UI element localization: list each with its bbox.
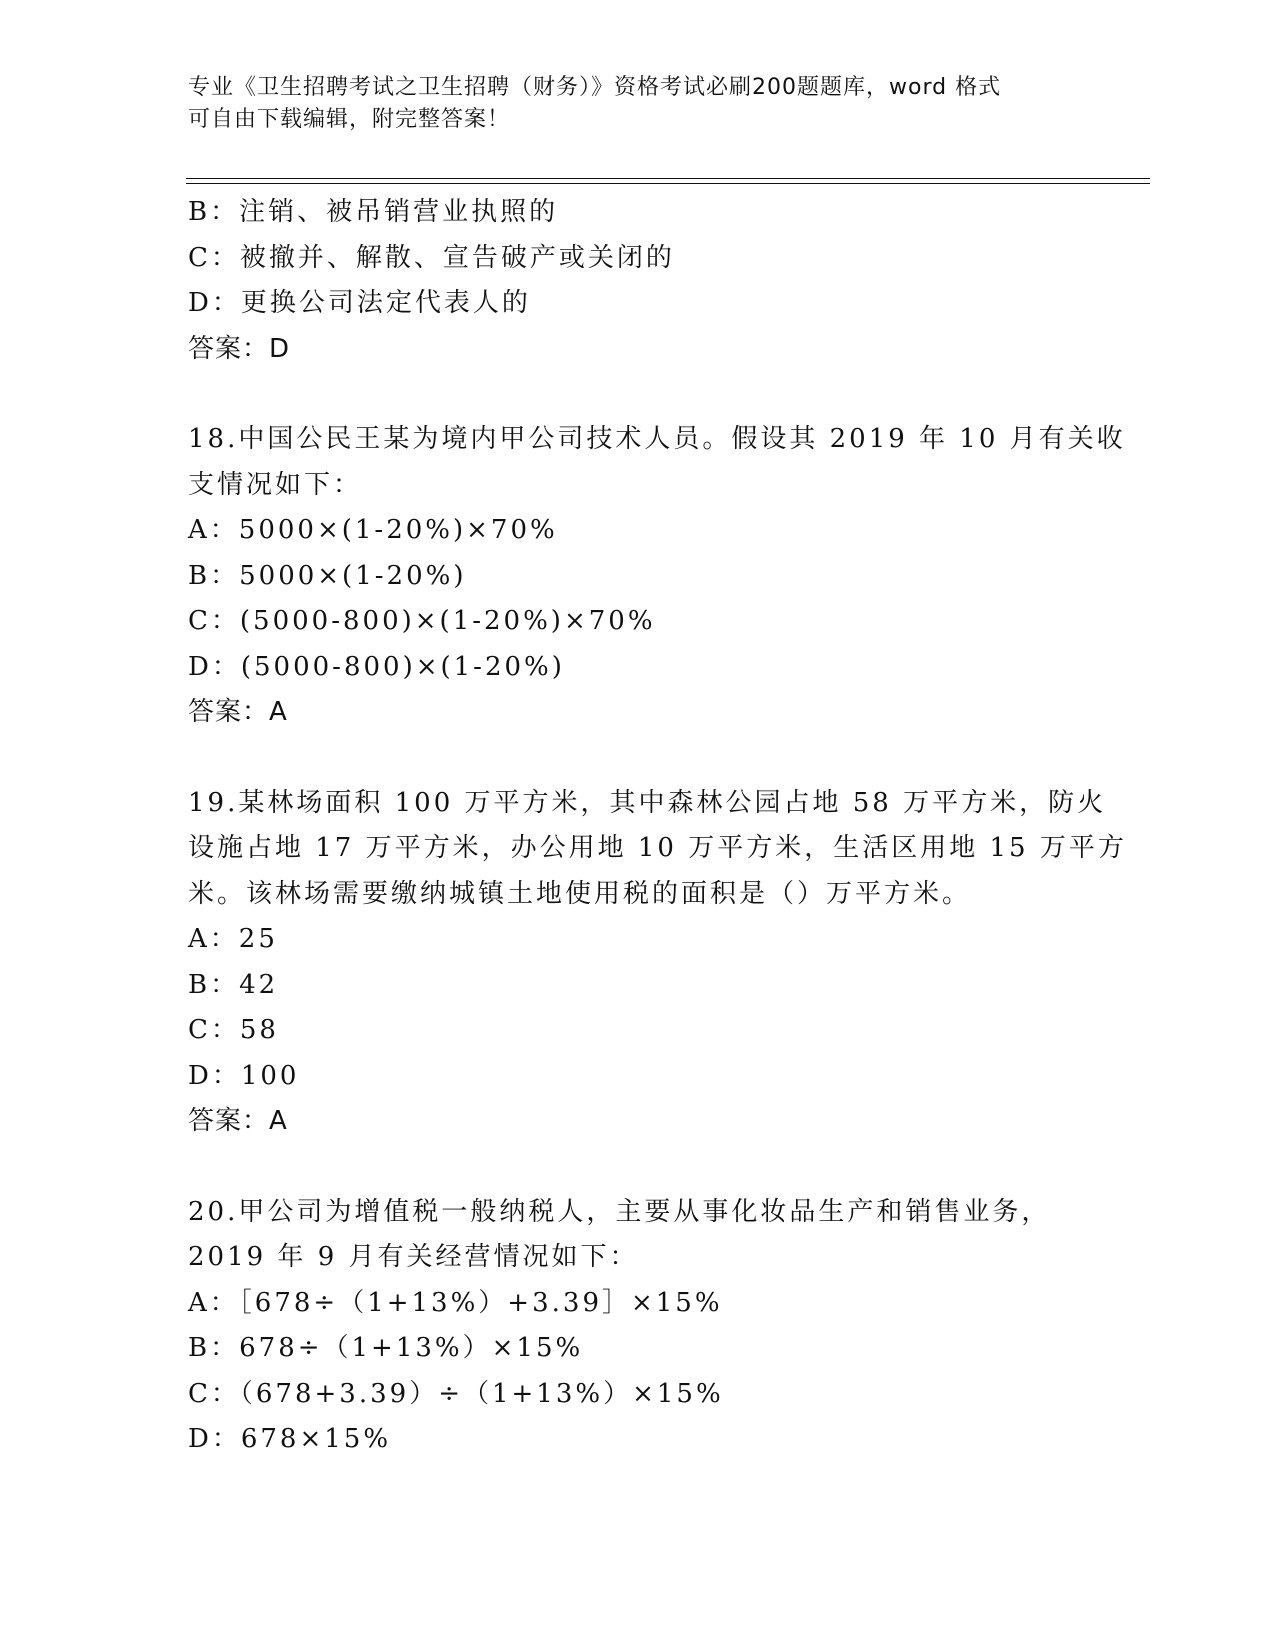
question-20 [188,1190,1088,1463]
question-17 [188,190,1088,372]
spacer [188,736,1088,781]
option-d: D：(5000-800)×(1-20%) [188,651,565,682]
option-d: D：更换公司法定代表人的 [188,288,531,318]
option-a: A：25 [188,924,278,954]
answer-label: 答案：D [188,333,291,364]
question-stem: 18.中国公民王某为境内甲公司技术人员。假设其 2019 年 10 月有关收 [188,424,1126,454]
option-d: D：678×15% [188,1424,392,1454]
header-line-2: 可自由下载编辑，附完整答案！ [188,107,511,132]
question-stem: 支情况如下： [188,469,363,500]
answer-label: 答案：A [188,697,288,727]
spacer [188,1145,1088,1190]
option-b: B：注销、被吊销营业执照的 [188,197,559,227]
question-stem: 设施占地 17 万平方米，办公用地 10 万平方米，生活区用地 15 万平方 [188,833,1127,863]
question-stem: 19.某林场面积 100 万平方米，其中森林公园占地 58 万平方米，防火 [188,787,1107,818]
option-b: B：42 [188,969,279,1000]
option-c: C：（678+3.39）÷（1+13%）×15% [188,1378,724,1409]
option-a: A：［678÷（1+13%）+3.39］×15% [188,1287,723,1318]
spacer [188,372,1088,417]
header-line-1: 专业《卫生招聘考试之卫生招聘（财务）》资格考试必刷200题题库，word 格式 [188,75,1002,100]
option-a: A：5000×(1-20%)×70% [188,515,558,545]
question-18 [188,417,1126,736]
header-rule-top [186,178,1150,179]
option-b: B：678÷（1+13%）×15% [188,1333,584,1363]
option-c: C：(5000-800)×(1-20%)×70% [188,606,656,636]
document-header [188,72,1088,136]
option-d: D：100 [188,1060,300,1091]
option-c: C：被撤并、解散、宣告破产或关闭的 [188,242,675,273]
question-stem: 20.甲公司为增值税一般纳税人，主要从事化妆品生产和销售业务， [188,1196,1051,1227]
question-stem: 米。该林场需要缴纳城镇土地使用税的面积是（）万平方米。 [188,878,972,909]
question-stem: 2019 年 9 月有关经营情况如下： [188,1242,639,1272]
option-b: B：5000×(1-20%) [188,560,467,591]
option-c: C：58 [188,1015,279,1045]
question-19 [188,781,1127,1145]
header-rule-bottom [186,183,1150,184]
answer-label: 答案：A [188,1106,288,1136]
question-content [188,190,1127,1463]
